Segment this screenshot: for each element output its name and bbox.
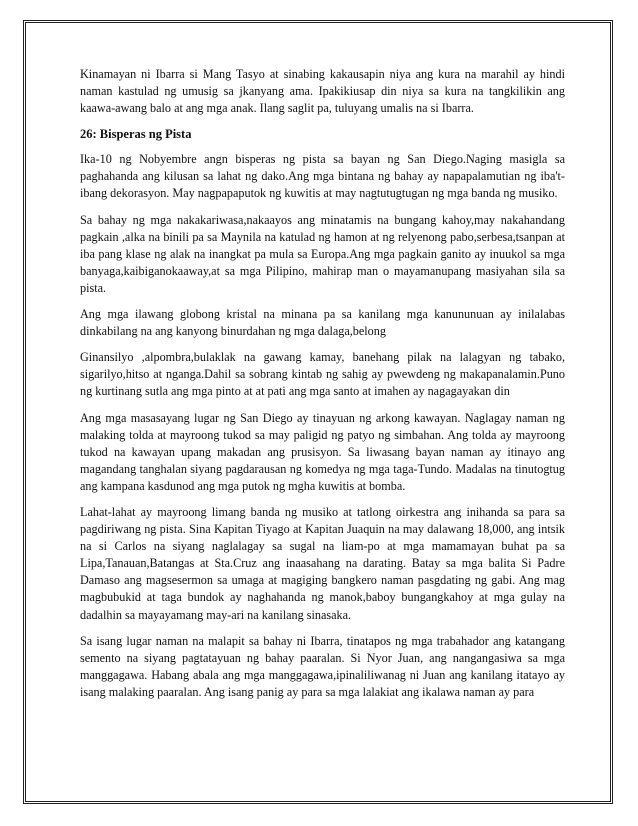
paragraph-3: Ang mga ilawang globong kristal na minana pa sa kanilang mga kanununuan ay inilalabas dinkabilang na ang kanyong binurdahan ng mga dalaga,belong — [80, 307, 565, 339]
paragraph-1: Ika-10 ng Nobyembre angn bisperas ng pista sa bayan ng San Diego.Naging masigla sa paghahanda ang kilusan sa lahat ng dako.Ang mga bintana ng bahay ay napapalamutian ng iba't-ibang dekorasyon. May nagpapaputok ng kuwitis at may nagtutugtugan ng mga banda ng musiko. — [80, 152, 565, 201]
paragraph-6: Lahat-lahat ay mayroong limang banda ng musiko at tatlong oirkestra ang inihanda sa para sa pagdiriwang ng pista. Sina Kapitan Tiyago at Kapitan Juaquin na may dalawang 18,000, ang intsik na si Carlos na siyang naglalagay sa sugal na liam-po at mga mamamayan buhat pa sa Lipa,Tanauan,Batangas at Sta.Cruz ang inaasahang na darating. Batay sa mga balita Si Padre Damaso ang magsesermon sa umaga at magiging bangkero naman pasgdating ng gabi. Ang mag magbubukid at taga bundok ay naghahanda ng manok,baboy bungangkahoy at mga gulay na dadalhin sa mayayamang may-ari na kanilang sinasaka. — [80, 504, 565, 622]
document-body — [80, 66, 565, 710]
paragraph-5: Ang mga masasayang lugar ng San Diego ay tinayuan ng arkong kawayan. Naglagay naman ng malaking tolda at mayroong tukod sa may paligid ng patyo ng simbahan. Ang tolda ay mayroong tukod na kawayan upang makadan ang prusisyon. Sa liwasang bayan naman ay itinayo ang magandang tanghalan siyang pagdarausan ng komedya ng mga taga-Tundo. Madalas na tinutogtug ang kampana kasdunod ang mga putok ng mgha kuwitis at bomba. — [80, 410, 565, 493]
intro-paragraph: Kinamayan ni Ibarra si Mang Tasyo at sinabing kakausapin niya ang kura na marahil ay hindi naman kastulad ng umusig sa jkanyang ama. Ipakikiusap din niya sa kura na tangkilikin ang kaawa-awang balo at ang mga anak. Ilang saglit pa, tuluyang umalis na si Ibarra. — [80, 67, 565, 116]
paragraph-4: Ginansilyo ,alpombra,bulaklak na gawang kamay, banehang pilak na lalagyan ng tabako, sigarilyo,hitso at nganga.Dahil sa sobrang kintab ng sahig ay pwewdeng ng makapanalamin.Puno ng kurtinang sutla ang mga pinto at at pati ang mga santo at imahen ay nagagayakan din — [80, 350, 565, 399]
paragraph-2: Sa bahay ng mga nakakariwasa,nakaayos ang minatamis na bungang kahoy,may nakahandang pagkain ,alka na binili pa sa Maynila na katulad ng hamon at ng relyenong pabo,serbesa,tsanpan at iba pang klase ng alak na inangkat pa mula sa Europa.Ang mga pagkain ganito ay inuukol sa mga banyaga,kaibiganokaaway,at sa mga Pilipino, mahirap man o mayamanupang masiyahan sila sa pista. — [80, 212, 565, 295]
paragraph-7: Sa isang lugar naman na malapit sa bahay ni Ibarra, tinatapos ng mga trabahador ang katangang semento na siyang pagtatayuan ng bahay paaralan. Si Nyor Juan, ang nangangasiwa sa mga manggagawa. Habang abala ang mga manggagawa,ipinaliliwanag ni Juan ang kanilang itatayo ay isang malaking paaralan. Ang isang panig ay para sa mga lalakiat ang ikalawa naman ay para — [80, 633, 565, 699]
chapter-heading: 26: Bisperas ng Pista — [80, 127, 192, 142]
